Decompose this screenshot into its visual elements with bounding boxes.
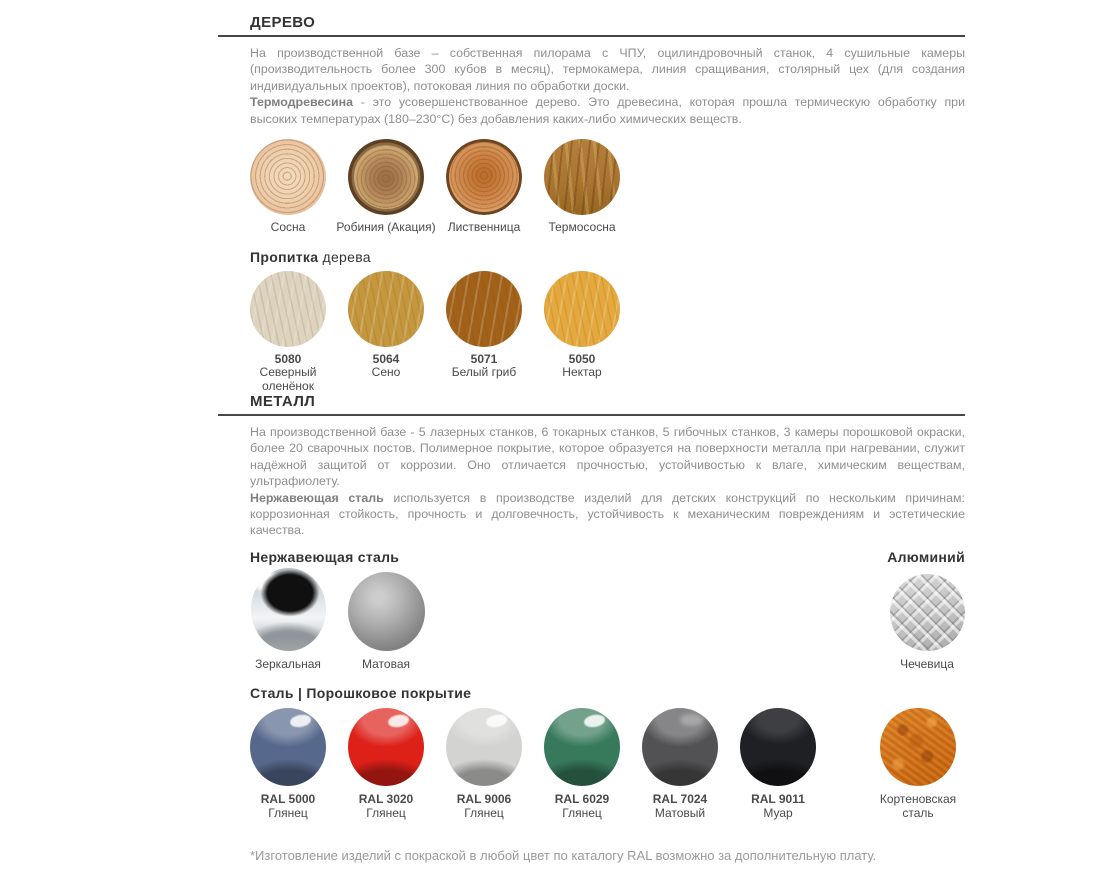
checker-plate-swatch-image: [890, 574, 965, 651]
stain-swatch-image: [348, 271, 424, 347]
stainless-row: [250, 568, 965, 672]
powder-item: [446, 708, 522, 820]
powder-item: [642, 708, 718, 820]
powder-item: [250, 708, 326, 820]
swatch-label: Зеркальная: [255, 656, 321, 671]
swatch-label: [330, 353, 442, 380]
wood-stain-row: [250, 271, 965, 394]
corten-name-line2: сталь: [902, 805, 934, 820]
wood-species-item: [544, 139, 620, 235]
wood-stain-item: [348, 271, 424, 380]
wood-stain-item: [544, 271, 620, 380]
finish-name: Матовый: [654, 805, 706, 820]
metal-subheadings-row: [250, 549, 965, 565]
ral-code: RAL 9011: [751, 792, 805, 807]
swatch-label: [624, 793, 736, 820]
stain-code: 5064: [372, 351, 400, 366]
stain-swatch-image: [544, 271, 620, 347]
larch-swatch-image: [446, 139, 522, 215]
wood-intro-paragraph: На производственной базе – собственная пилорама с ЧПУ, оцилиндровочный станок, 4 сушильные камеры (производительность более 300 кубов в месяц), термокамера, линия сращивания, столярный цех (для создания индивидуальных проектов), потоковая линия по обработки доски.: [250, 46, 965, 93]
stainless-item: [348, 572, 424, 672]
stain-code: 5050: [568, 351, 596, 366]
stain-name: Северный оленёнок: [259, 365, 317, 393]
swatch-label: [526, 793, 638, 820]
metal-intro-paragraph: На производственной базе - 5 лазерных станков, 6 токарных станков, 5 гибочных станков, 3 камеры порошковой окраски, более 20 сварочных постов. Полимерное покрытие, которое образуется на поверхности металла при нагревании, служит надёжной защитой от коррозии. Оно отличается прочностью, устойчивостью к влаге, химическим веществам, ультрафиолету.: [250, 425, 965, 489]
thermopine-swatch-image: [544, 139, 620, 215]
corten-steel-item: [880, 708, 956, 820]
wood-species-item: [446, 139, 522, 235]
swatch-label: Чечевица: [900, 656, 954, 671]
powder-item: [740, 708, 816, 820]
stainless-term: Нержавеющая сталь: [250, 490, 384, 505]
swatch-label: [330, 793, 442, 820]
stain-name: Нектар: [562, 365, 602, 380]
ral-code: RAL 9006: [456, 792, 512, 807]
swatch-label: Робиния (Акация): [336, 220, 436, 235]
stain-swatch-image: [250, 271, 326, 347]
ral-9011-ball-image: [740, 708, 816, 786]
ral-9006-ball-image: [446, 708, 522, 786]
corten-name-line1: Кортеновская: [879, 792, 957, 807]
wood-species-item: [336, 139, 436, 235]
wood-stain-item: [446, 271, 522, 380]
metal-title-rule: [218, 414, 965, 416]
stain-name: Белый гриб: [451, 365, 517, 380]
swatch-label: [232, 793, 344, 820]
powder-item: [544, 708, 620, 820]
finish-name: Глянец: [464, 805, 504, 820]
ral-code: RAL 5000: [260, 792, 316, 807]
ral-code: RAL 6029: [554, 792, 610, 807]
swatch-label: Термососна: [548, 220, 616, 235]
wood-stain-heading: Пропитка дерева: [250, 248, 371, 265]
swatch-label: [862, 793, 974, 820]
pine-swatch-image: [250, 139, 326, 215]
metal-section-title: МЕТАЛЛ: [250, 393, 316, 411]
powder-coating-row: [250, 708, 965, 820]
stain-code: 5071: [470, 351, 498, 366]
ral-7024-ball-image: [642, 708, 718, 786]
stainless-steel-heading: Нержавеющая сталь: [250, 548, 400, 565]
swatch-label: Сосна: [270, 220, 306, 235]
ral-6029-ball-image: [544, 708, 620, 786]
wood-species-row: [250, 139, 965, 235]
finish-name: Глянец: [268, 805, 308, 820]
aluminum-heading: Алюминий: [887, 548, 965, 565]
ral-5000-ball-image: [250, 708, 326, 786]
swatch-label: Матовая: [362, 656, 410, 671]
wood-section-title: ДЕРЕВО: [250, 14, 316, 31]
swatch-label: [526, 353, 638, 380]
stain-code: 5080: [274, 351, 302, 366]
wood-stain-item: [250, 271, 326, 394]
metal-section: [250, 393, 965, 820]
swatch-label: [428, 353, 540, 380]
mirror-steel-ball-image: [251, 568, 326, 651]
stainless-item: [250, 568, 326, 672]
wood-species-item: [250, 139, 326, 235]
ral-footnote: *Изготовление изделий с покраской в любой цвет по каталогу RAL возможно за дополнительную плату.: [250, 848, 877, 864]
stain-name: Сено: [371, 365, 401, 380]
powder-item: [348, 708, 424, 820]
swatch-label: [722, 793, 834, 820]
thermowood-term: Термодревесина: [250, 95, 354, 110]
finish-name: Глянец: [562, 805, 602, 820]
wood-title-rule: [218, 35, 965, 37]
ral-3020-ball-image: [348, 708, 424, 786]
thermowood-paragraph: Термодревесина - это усовершенствованное дерево. Это древесина, которая прошла термическую обработку при высоких температурах (180–230°С) без добавления каких-либо химических веществ.: [250, 95, 965, 126]
page-content: [250, 0, 965, 864]
robinia-swatch-image: [348, 139, 424, 215]
powder-coating-heading: Сталь | Порошковое покрытие: [250, 685, 472, 702]
swatch-label: [232, 353, 344, 394]
finish-name: Муар: [763, 805, 793, 820]
aluminum-item: [889, 574, 965, 672]
stain-swatch-image: [446, 271, 522, 347]
finish-name: Глянец: [366, 805, 406, 820]
swatch-label: Лиственница: [447, 220, 521, 235]
ral-code: RAL 7024: [652, 792, 708, 807]
corten-steel-swatch-image: [880, 708, 956, 786]
matte-steel-ball-image: [348, 572, 425, 651]
ral-code: RAL 3020: [358, 792, 414, 807]
stainless-paragraph: Нержавеющая сталь используется в производстве изделий для детских конструкций по нескольким причинам: коррозионная стойкость, прочность и долговечность, устойчивость к механическим повреждениям и эстетические качества.: [250, 490, 965, 538]
wood-section: [250, 14, 965, 393]
swatch-label: [428, 793, 540, 820]
